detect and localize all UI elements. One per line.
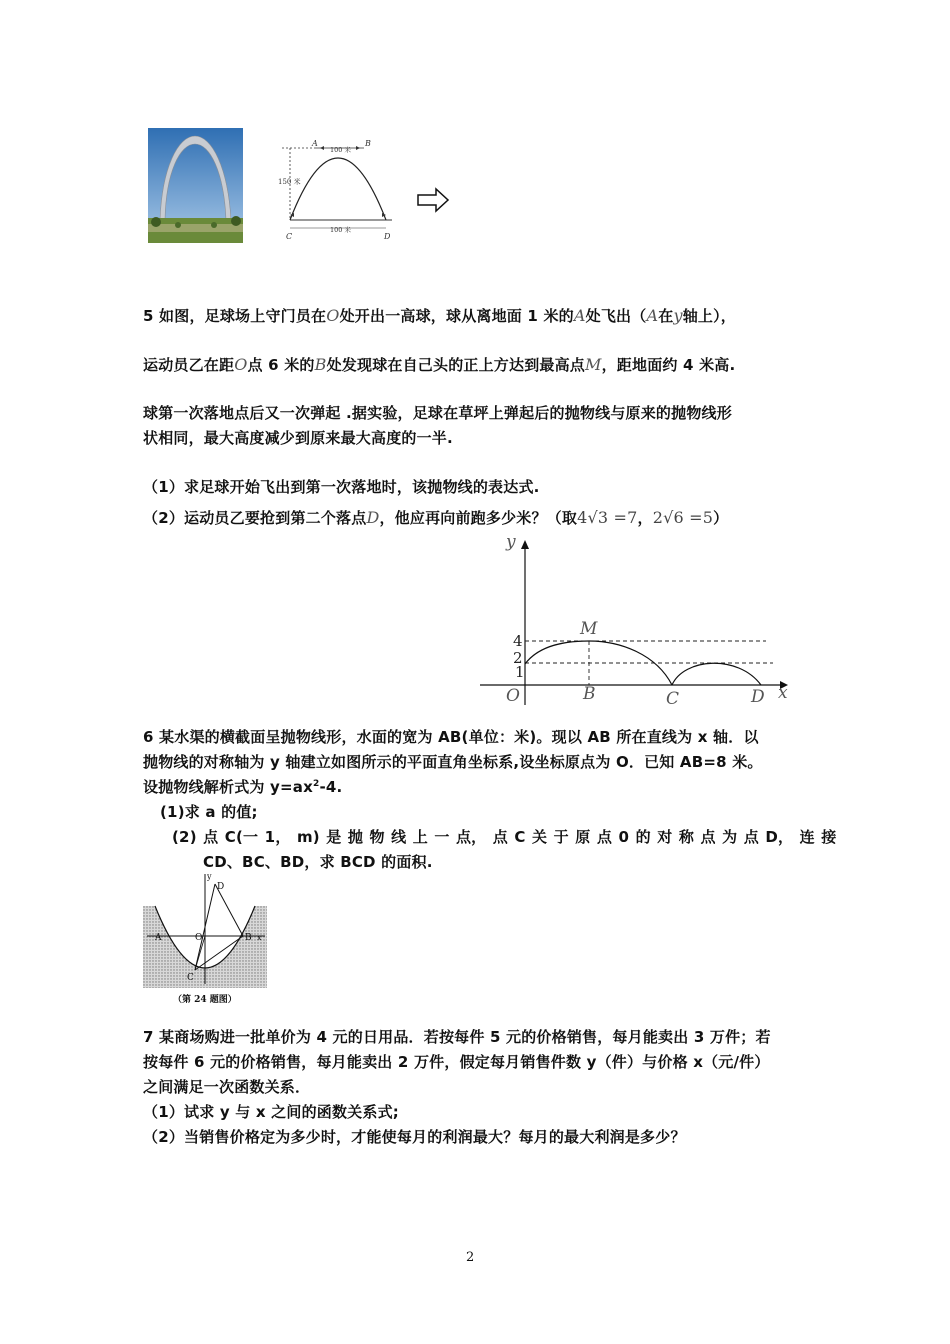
q6-line1: 6 某水渠的横截面呈抛物线形，水面的宽为 AB(单位：米)。现以 AB 所在直线为 x 轴．以 <box>143 728 759 746</box>
label-150: 150 米 <box>278 178 301 186</box>
q5-sub2: （2）运动员乙要抢到第二个落点D，他应再向前跑多少米？（取4√3 =7，2√6 =5） <box>143 508 729 527</box>
label-a: A <box>312 139 318 148</box>
arch-photo <box>148 128 243 243</box>
tick-4: 4 <box>513 632 523 650</box>
fig6-o: O <box>195 933 203 943</box>
fig6-c: C <box>187 973 194 983</box>
q7-line1: 7 某商场购进一批单价为 4 元的日用品．若按每件 5 元的价格销售，每月能卖出 3 万件；若 <box>143 1028 771 1046</box>
right-arrow-icon <box>416 187 450 217</box>
graph-b: B <box>583 684 596 704</box>
fig6-caption: （第 24 题图） <box>173 995 237 1005</box>
q5-line4: 状相同，最大高度减少到原来最大高度的一半. <box>143 429 453 447</box>
q7-sub2: （2）当销售价格定为多少时，才能使每月的利润最大？每月的最大利润是多少？ <box>143 1128 686 1146</box>
q7-line3: 之间满足一次函数关系． <box>143 1078 311 1096</box>
q5-line1: 5 如图，足球场上守门员在O处开出一高球，球从离地面 1 米的A处飞出（A在y轴上）， <box>143 306 736 325</box>
q7-sub1: （1）试求 y 与 x 之间的函数关系式; <box>143 1103 399 1121</box>
fig6-a: A <box>155 933 162 943</box>
tick-2: 2 <box>513 649 523 667</box>
arch-parabola-diagram <box>276 118 406 248</box>
q6-sub2-line1: (2) 点 C(一 1， m) 是 抛 物 线 上 一 点， 点 C 关 于 原 点 0 的 对 称 点 为 点 D， 连 接 <box>172 828 837 846</box>
fig6-x: x <box>257 933 262 942</box>
q6-line3: 设抛物线解析式为 $y=ax^2-4$. <box>143 778 343 796</box>
graph-origin: O <box>506 686 520 706</box>
q5-ball-graph <box>478 530 798 710</box>
label-100-top: 100 米 <box>330 146 351 154</box>
q5-line2: 运动员乙在距O点 6 米的B处发现球在自己头的正上方达到最高点M，距地面约 4 米高. <box>143 355 736 374</box>
q6-sub1: (1)求 a 的值; <box>160 803 258 821</box>
tick-1: 1 <box>515 663 525 681</box>
q6-sub2-line2: CD、BC、BD，求 BCD 的面积. <box>203 853 433 871</box>
q6-line2: 抛物线的对称轴为 y 轴建立如图所示的平面直角坐标系,设坐标原点为 O．已知 AB=8 米。 <box>143 753 763 771</box>
label-d: D <box>384 232 391 241</box>
fig6-b: B <box>245 933 252 943</box>
label-100-bottom: 100 米 <box>330 226 351 234</box>
fig6-d: D <box>217 882 225 892</box>
graph-y-label: y <box>506 532 516 552</box>
q7-line2: 按每件 6 元的价格销售，每月能卖出 2 万件，假定每月销售件数 y（件）与价格 x（元/件） <box>143 1053 770 1071</box>
label-b: B <box>365 139 371 148</box>
graph-c: C <box>666 689 680 709</box>
canal-parabola-figure <box>143 870 267 1008</box>
graph-d: D <box>751 687 765 707</box>
fig6-y: y <box>207 872 212 881</box>
graph-m: M <box>580 619 598 639</box>
q5-line3: 球第一次落地点后又一次弹起 .据实验，足球在草坪上弹起后的抛物线与原来的抛物线形 <box>143 404 732 422</box>
q5-sub1: （1）求足球开始飞出到第一次落地时，该抛物线的表达式. <box>143 478 540 496</box>
label-c: C <box>286 232 293 241</box>
graph-x-label: x <box>778 683 788 703</box>
page-number: 2 <box>466 1250 475 1265</box>
